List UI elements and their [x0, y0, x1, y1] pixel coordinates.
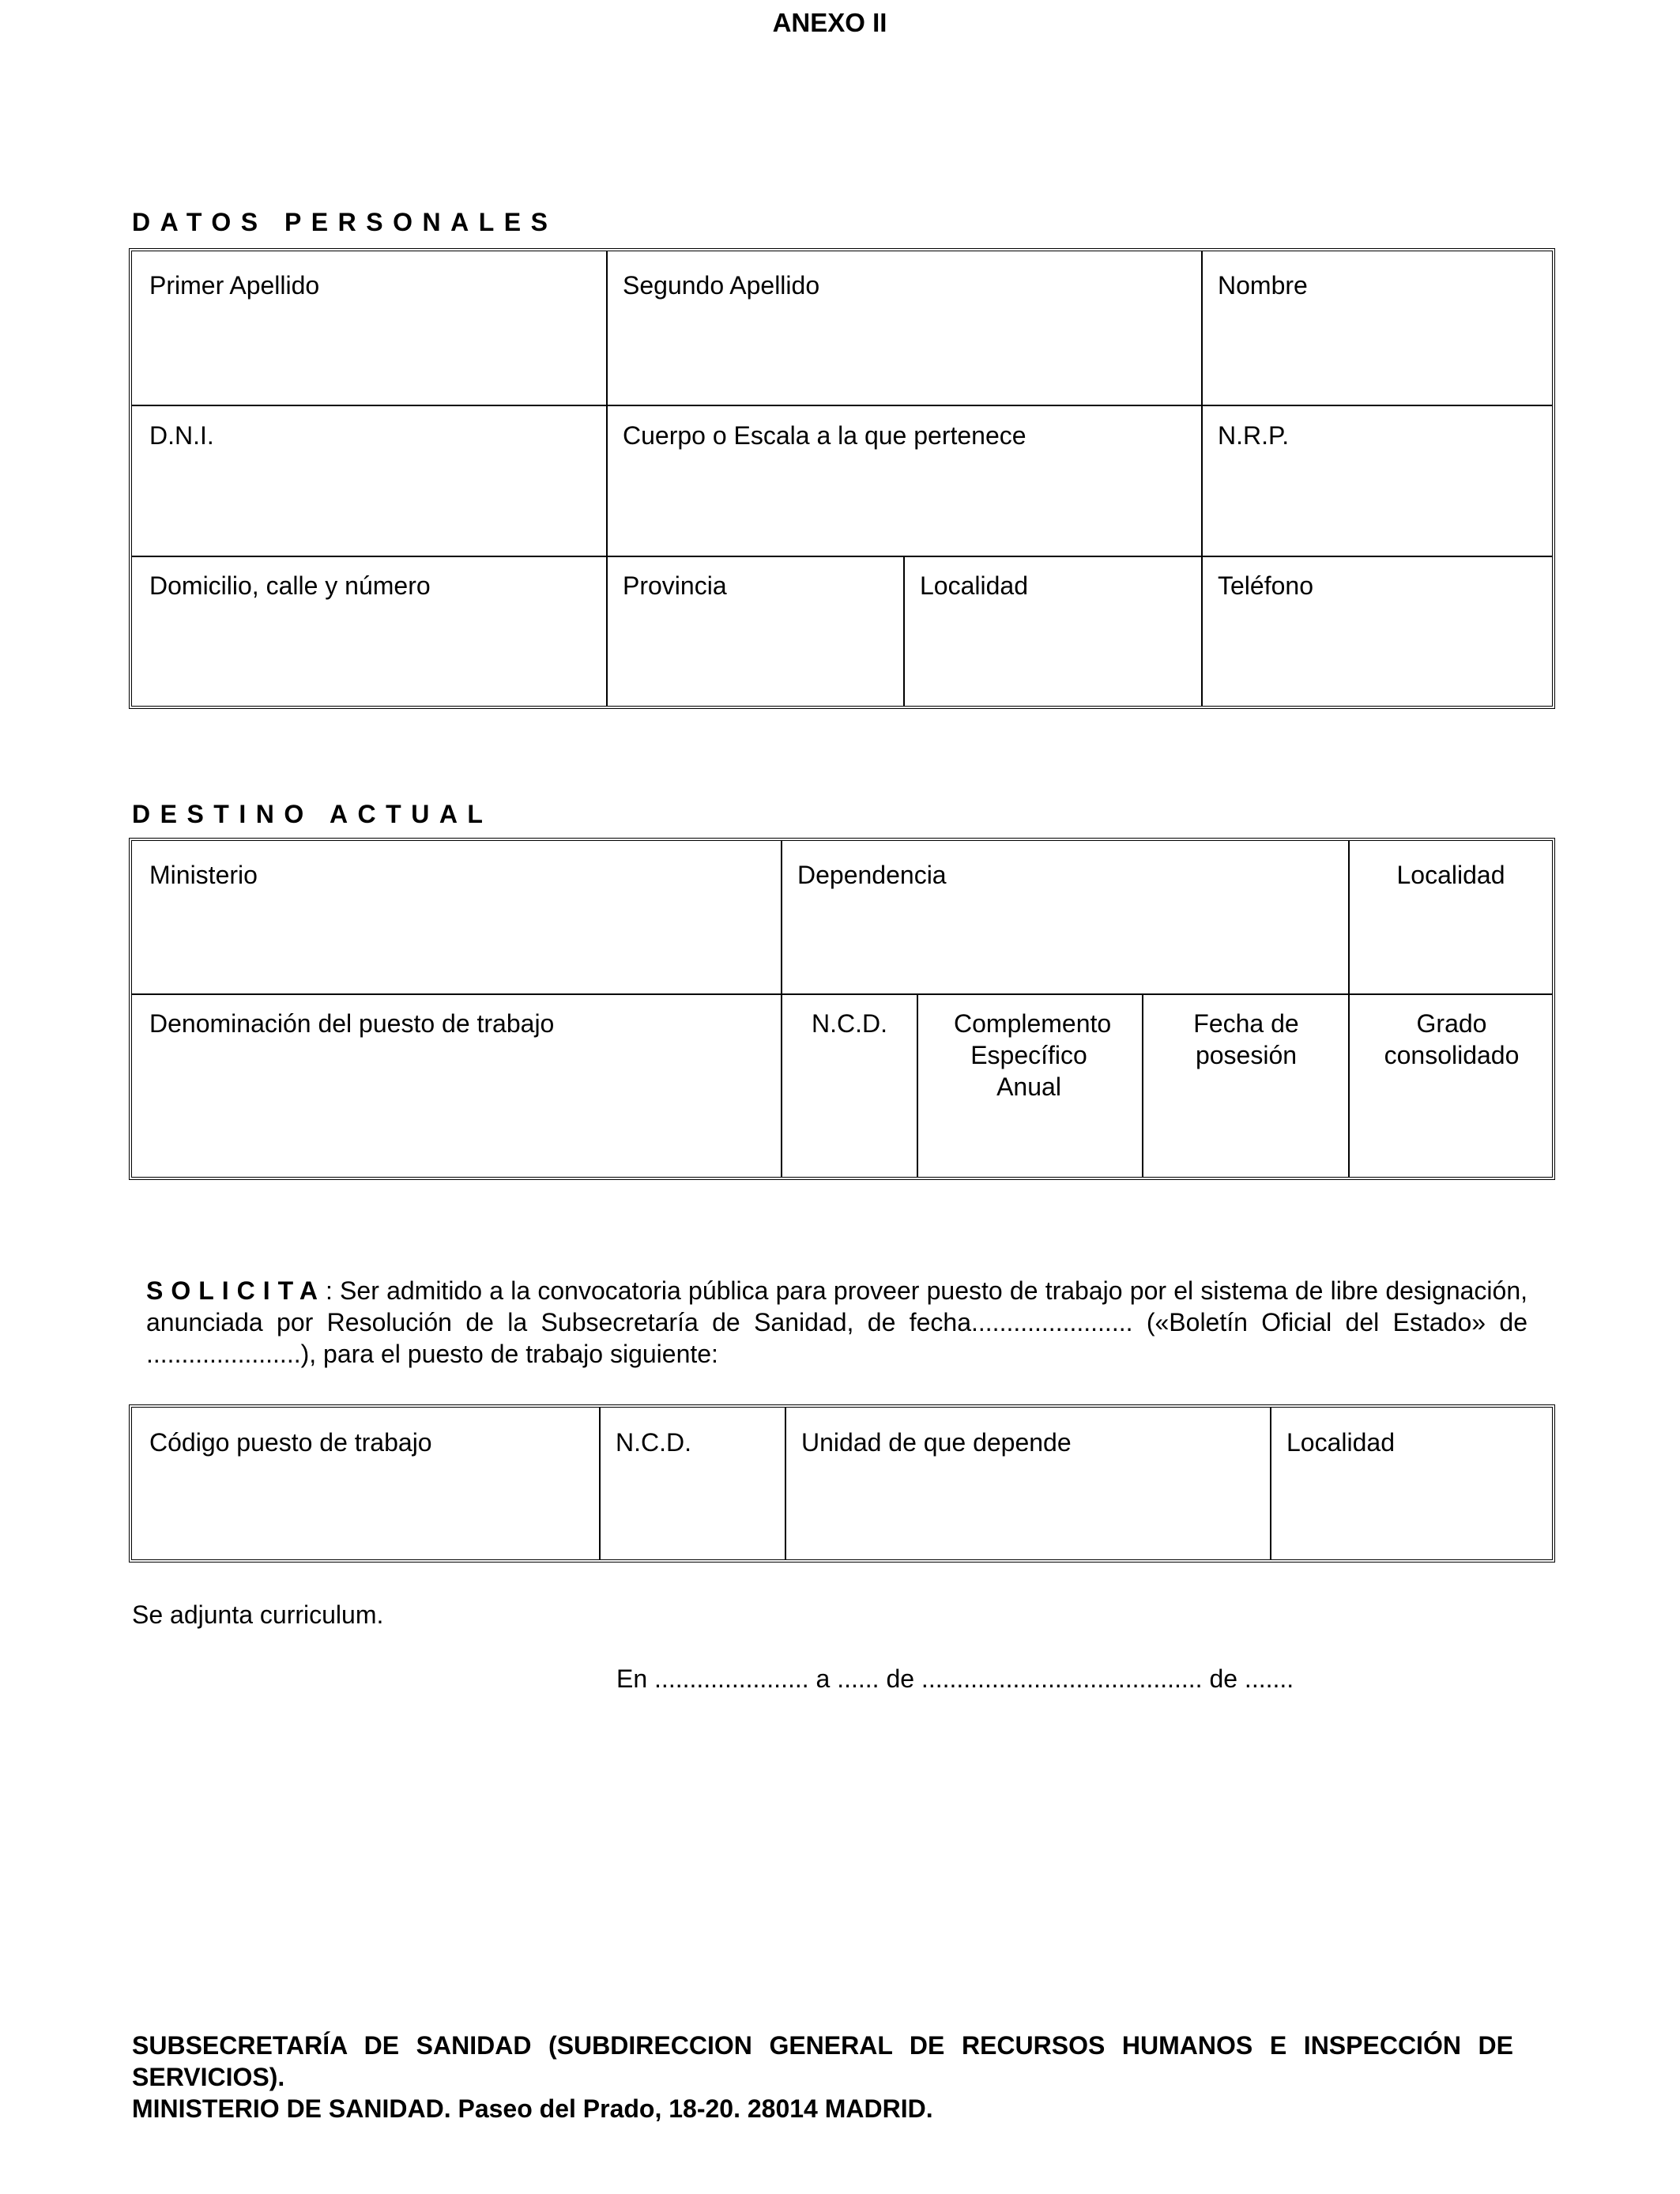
solicita-paragraph: [146, 1275, 1527, 1370]
field-grado-consolidado[interactable]: Grado consolidado: [1384, 1009, 1520, 1069]
column-divider: [785, 1408, 786, 1559]
field-segundo-apellido[interactable]: Segundo Apellido: [623, 271, 820, 300]
section-title-datos-personales: DATOS PERSONALES: [132, 208, 558, 236]
document-title: ANEXO II: [772, 8, 887, 37]
destino-actual-table: [129, 838, 1555, 1180]
section-title-destino-actual: DESTINO ACTUAL: [132, 800, 493, 828]
column-divider: [917, 993, 918, 1177]
field-provincia[interactable]: Provincia: [623, 571, 727, 600]
field-denominacion-puesto[interactable]: Denominación del puesto de trabajo: [149, 1009, 555, 1038]
datos-personales-table: [129, 248, 1555, 709]
field-domicilio[interactable]: Domicilio, calle y número: [149, 571, 431, 600]
field-dependencia[interactable]: Dependencia: [797, 861, 947, 889]
field-localidad-puesto[interactable]: Localidad: [1286, 1428, 1395, 1457]
field-telefono[interactable]: Teléfono: [1218, 571, 1313, 600]
field-nombre[interactable]: Nombre: [1218, 271, 1308, 300]
field-complemento-especifico[interactable]: Complemento Específico Anual: [954, 1009, 1112, 1101]
field-ncd-puesto[interactable]: N.C.D.: [616, 1428, 691, 1457]
field-nrp[interactable]: N.R.P.: [1218, 421, 1290, 450]
field-dni[interactable]: D.N.I.: [149, 421, 214, 450]
column-divider: [599, 1408, 601, 1559]
solicita-keyword: SOLICITA: [146, 1276, 326, 1305]
puesto-solicitado-table: [129, 1404, 1555, 1563]
adjunta-curriculum: Se adjunta curriculum.: [132, 1600, 384, 1629]
fecha-lugar-line: En ...................... a ...... de ........................................ de .......: [616, 1664, 1294, 1693]
column-divider: [1348, 841, 1350, 1177]
field-primer-apellido[interactable]: Primer Apellido: [149, 271, 320, 300]
row-divider: [132, 556, 1552, 557]
field-fecha-posesion[interactable]: Fecha de posesión: [1193, 1009, 1299, 1069]
solicita-text: : Ser admitido a la convocatoria pública para proveer puesto de trabajo por el sistema de libre designación, anunciada por Resolución de la Subsecretaría de Sanidad, de fecha....................... («Boletín Oficial del Estado» de ......................), para el puesto de trabajo siguiente:: [146, 1276, 1527, 1368]
column-divider: [606, 251, 608, 706]
field-cuerpo-escala[interactable]: Cuerpo o Escala a la que pertenece: [623, 421, 1026, 450]
field-codigo-puesto[interactable]: Código puesto de trabajo: [149, 1428, 432, 1457]
column-divider: [1201, 251, 1203, 706]
footer-subsecretaria: SUBSECRETARÍA DE SANIDAD (SUBDIRECCION GENERAL DE RECURSOS HUMANOS E INSPECCIÓN DE SERVICIOS).: [132, 2031, 1513, 2091]
field-unidad-depende[interactable]: Unidad de que depende: [801, 1428, 1072, 1457]
footer-ministerio-address: MINISTERIO DE SANIDAD. Paseo del Prado, 18-20. 28014 MADRID.: [132, 2094, 933, 2123]
column-divider: [1142, 993, 1143, 1177]
field-ncd[interactable]: N.C.D.: [812, 1009, 887, 1038]
row-divider: [132, 993, 1552, 995]
column-divider: [1270, 1408, 1271, 1559]
field-ministerio[interactable]: Ministerio: [149, 861, 258, 889]
column-divider: [903, 556, 905, 706]
field-localidad-destino[interactable]: Localidad: [1396, 861, 1505, 889]
field-localidad[interactable]: Localidad: [920, 571, 1028, 600]
row-divider: [132, 405, 1552, 406]
